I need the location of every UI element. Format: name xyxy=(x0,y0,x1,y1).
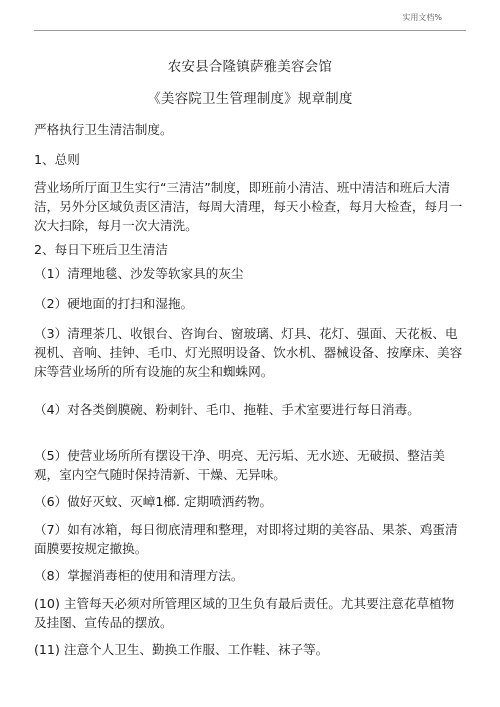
list-item-4: （4）对各类倒膜碗、粉刺针、毛巾、拖鞋、手术室要进行每日消毒。 xyxy=(34,402,420,417)
list-item-5: （5）使营业场所所有摆设干净、明亮、无污垢、无水迹、无破损、整洁美观，室内空气随时保持清新、干燥、无异味。 xyxy=(34,448,446,483)
section-heading-daily-cleaning: 2、每日下班后卫生清洁 xyxy=(34,242,168,257)
header-rule xyxy=(34,30,466,31)
list-item-7: （7）如有冰箱，每日彻底清理和整理，对即将过期的美容品、果茶、鸡蛋清面膜要按规定撤换。 xyxy=(34,522,458,557)
org-title: 农安县合隆镇萨雅美容会馆 xyxy=(167,60,333,75)
paragraph-general-body: 营业场所厅面卫生实行“三清洁”制度，即班前小清洁、班中清洁和班后大清洁，另外分区域负责区清洁，每周大清理，每天小检查，每月大检查，每月一次大扫除，每月一次大清洗。 xyxy=(34,180,463,234)
list-item-6: （6）做好灭蚊、灭嶂1榔. 定期喷洒药物。 xyxy=(34,494,273,509)
doc-title: 《美容院卫生管理制度》规章制度 xyxy=(147,92,353,107)
list-item-8: （8）掌握消毒柜的使用和清理方法。 xyxy=(34,568,244,583)
list-item-3: （3）清理茶几、收银台、咨询台、窗玻璃、灯具、花灯、强面、天花板、电视机、音响、挂钟、毛巾、灯光照明设备、饮水机、器械设备、按摩床、美容床等营业场所的所有设施的灰尘和蜘蛛网。 xyxy=(34,326,463,380)
section-heading-general: 1、总则 xyxy=(34,152,80,167)
paragraph-strict: 严格执行卫生清洁制度。 xyxy=(34,122,173,137)
list-item-1: （1）清理地毯、沙发等软家具的灰尘 xyxy=(34,266,244,281)
list-item-10: (10) 主管每天必须对所管理区域的卫生负有最后责任。尤其要注意花草植物及挂图、宣传品的摆放。 xyxy=(34,596,455,631)
header-note: 实用文档% xyxy=(402,13,442,22)
list-item-11: (11) 注意个人卫生、勤换工作服、工作鞋、袜子等。 xyxy=(34,642,329,657)
list-item-2: （2）硬地面的打扫和湿拖。 xyxy=(34,296,194,311)
